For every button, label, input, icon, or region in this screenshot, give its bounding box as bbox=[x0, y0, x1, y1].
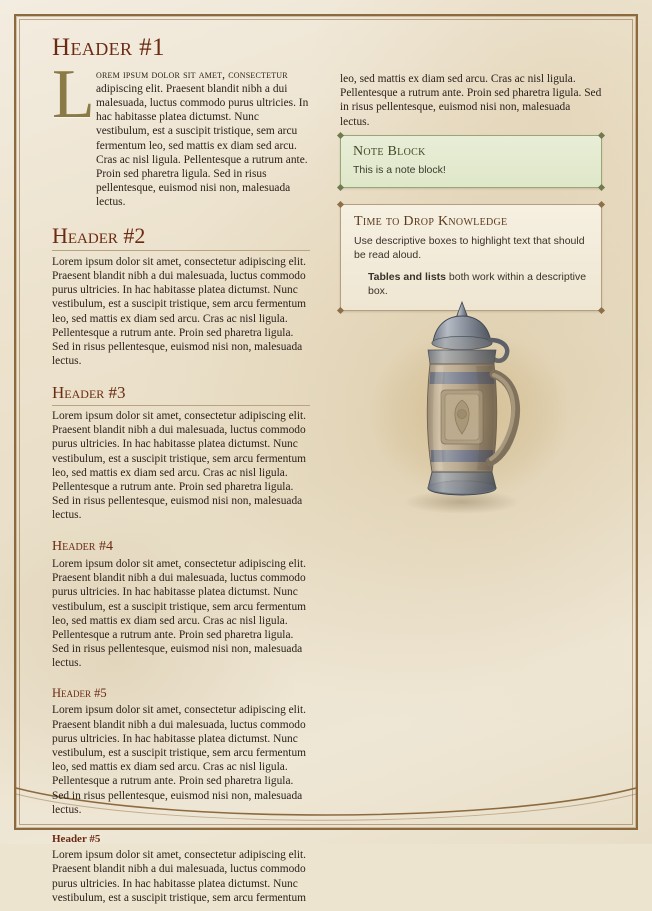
intro-text bbox=[96, 68, 310, 210]
note-block-text: This is a note block! bbox=[353, 163, 446, 176]
border-corner-bottom-right bbox=[610, 802, 638, 830]
intro-smallcaps: orem ipsum dolor sit amet, consectetur bbox=[96, 68, 288, 81]
note-block-corner-bottom-right bbox=[598, 184, 605, 191]
heading-5: Header #5 bbox=[52, 685, 107, 700]
heading-3-body: Lorem ipsum dolor sit amet, consectetur adipiscing elit. Praesent blandit nibh a dui malesuada, luctus commodo purus ultricies. In hac habitasse platea dictumst. Nunc vestibulum, est a suscipit tristique, sem arcu fermentum leo, sed mattis ex diam sed arcu. Cras ac nisl ligula. Pellentesque a rutrum ante. Proin sed pharetra ligula. Sed in risus pellentesque, euismod nisi non, malesuada lectus. bbox=[52, 410, 307, 522]
descriptive-block-corner-top-left bbox=[337, 201, 344, 208]
intro-paragraph-block bbox=[52, 55, 310, 210]
note-block-corner-top-left bbox=[337, 132, 344, 139]
descriptive-block-second-line bbox=[354, 270, 588, 299]
border-corner-top-left bbox=[14, 14, 42, 42]
border-corner-bottom-left bbox=[14, 802, 42, 830]
descriptive-block-second-line-rest: both work within a descriptive box. bbox=[368, 270, 587, 298]
heading-5-body: Lorem ipsum dolor sit amet, consectetur adipiscing elit. Praesent blandit nibh a dui malesuada, luctus commodo purus ultricies. In hac habitasse platea dictumst. Nunc vestibulum, est a suscipit tristique, sem arcu fermentum leo, sed mattis ex diam sed arcu. Cras ac nisl ligula. Pellentesque a rutrum ante. Proin sed pharetra ligula. Sed in risus pellentesque, euismod nisi non, malesuada lectus. bbox=[52, 704, 307, 816]
heading-3: Header #3 bbox=[52, 384, 310, 406]
heading-4-body: Lorem ipsum dolor sit amet, consectetur adipiscing elit. Praesent blandit nibh a dui malesuada, luctus commodo purus ultricies. In hac habitasse platea dictumst. Nunc vestibulum, est a suscipit tristique, sem arcu fermentum leo, sed mattis ex diam sed arcu. Cras ac nisl ligula. Pellentesque a rutrum ante. Proin sed pharetra ligula. Sed in risus pellentesque, euismod nisi non, malesuada lectus. bbox=[52, 558, 307, 670]
descriptive-block-title: Time to Drop Knowledge bbox=[354, 213, 508, 229]
note-block-title: Note Block bbox=[353, 143, 426, 159]
right-column bbox=[340, 72, 602, 311]
heading-4: Header #4 bbox=[52, 538, 113, 554]
descriptive-block-bold-lead: Tables and lists bbox=[368, 270, 446, 283]
illustration-container bbox=[340, 296, 602, 536]
note-block-corner-top-right bbox=[598, 132, 605, 139]
descriptive-block-corner-top-right bbox=[598, 201, 605, 208]
intro-rest: adipiscing elit. Praesent blandit nibh a dui malesuada, luctus commodo purus ultricies. In hac habitasse platea dictumst. Nunc vestibulum, est a suscipit tristique, sem arcu fermentum leo, sed mattis ex diam sed arcu. Cras ac nisl ligula. Pellentesque a rutrum ante. Proin sed pharetra ligula. Sed in risus pellentesque, euismod nisi non, malesuada lectus. bbox=[96, 82, 309, 209]
descriptive-block bbox=[340, 204, 602, 311]
note-block bbox=[340, 135, 602, 188]
heading-6: Header #5 bbox=[52, 833, 101, 846]
heading-2: Header #2 bbox=[52, 224, 310, 251]
descriptive-block-text: Use descriptive boxes to highlight text that should be read aloud. bbox=[354, 234, 585, 262]
continued-paragraph: leo, sed mattis ex diam sed arcu. Cras ac nisl ligula. Pellentesque a rutrum ante. Proin sed pharetra ligula. Sed in risus pellentesque, euismod nisi non, malesuada lectus. bbox=[340, 73, 602, 128]
page-content bbox=[52, 34, 604, 904]
border-corner-top-right bbox=[610, 14, 638, 42]
heading-2-body: Lorem ipsum dolor sit amet, consectetur adipiscing elit. Praesent blandit nibh a dui malesuada, luctus commodo purus ultricies. In hac habitasse platea dictumst. Nunc vestibulum, est a suscipit tristique, sem arcu fermentum leo, sed mattis ex diam sed arcu. Cras ac nisl ligula. Pellentesque a rutrum ante. Proin sed pharetra ligula. Sed in risus pellentesque, euismod nisi non, malesuada lectus. bbox=[52, 255, 307, 368]
heading-1: Header #1 bbox=[52, 34, 165, 61]
illustration-watercolor-stain bbox=[346, 302, 592, 527]
drop-cap: L bbox=[52, 55, 95, 133]
left-column bbox=[52, 34, 310, 911]
heading-6-body: Lorem ipsum dolor sit amet, consectetur adipiscing elit. Praesent blandit nibh a dui malesuada, luctus commodo purus ultricies. In hac habitasse platea dictumst. Nunc vestibulum, est a suscipit tristique, sem arcu fermentum bbox=[52, 849, 307, 904]
note-block-corner-bottom-left bbox=[337, 184, 344, 191]
